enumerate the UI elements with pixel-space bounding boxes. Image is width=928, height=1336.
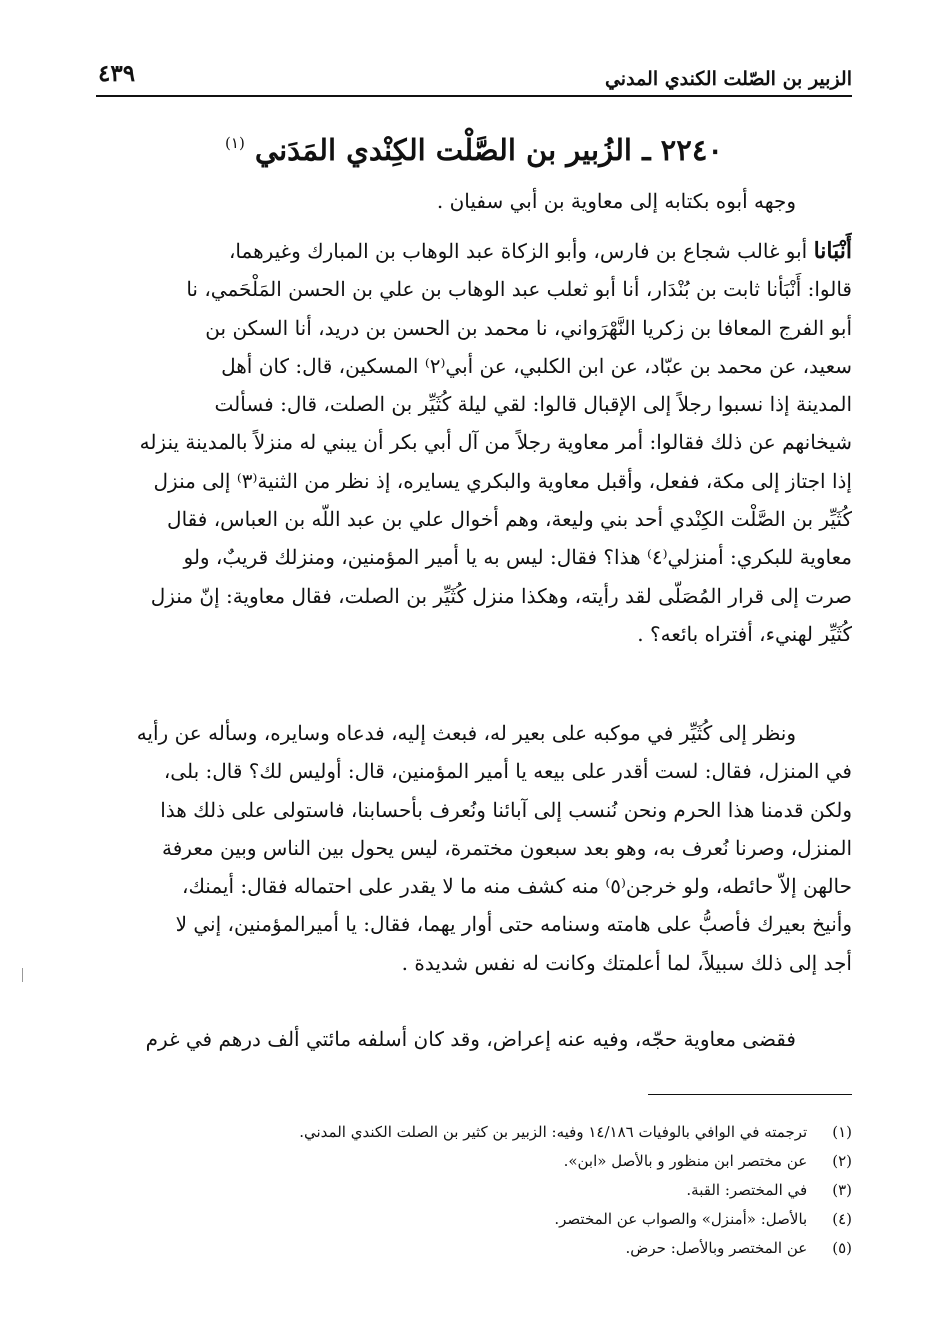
text-line: أجد إلى ذلك سبيلاً، لما أعلمتك وكانت له نفس شديدة . — [401, 950, 852, 975]
footnote-text: بالأصل: «أمنزل» والصواب عن المختصر. — [554, 1210, 808, 1228]
text-line: في المنزل، فقال: لست أقدر على بيعه يا أمير المؤمنين، قال: أوليس لك؟ قال: بلى، — [163, 759, 852, 784]
text-line: المنزل، وصرنا نُعرف به، وهو بعد سبعون مختمرة، ليس يحول بين الناس وبين معرفة — [161, 835, 852, 860]
footnote-text: عن مختصر ابن منظور و بالأصل «ابن». — [563, 1152, 808, 1170]
footnote-number: (١) — [832, 1123, 852, 1141]
header-rule — [96, 95, 852, 97]
text-line: قالوا: أَنْبَأنا ثابت بن بُنْدَار، أنا أبو ثعلب عبد الوهاب بن علي بن الحسن المَلْحَمي، نا — [186, 277, 852, 302]
text-line: شيخانهم عن ذلك فقالوا: أمر معاوية رجلاً من آل أبي بكر أن يبني له منزلاً بالمدينة ينزله — [139, 430, 852, 455]
footnote-text: عن المختصر وبالأصل: حرض. — [625, 1239, 808, 1257]
footnote — [96, 1118, 852, 1147]
footnote-text: ترجمته في الوافي بالوفيات ١٤/١٨٦ وفيه: الزبير بن كثير بن الصلت الكندي المدني. — [299, 1123, 808, 1141]
text-line: إذا اجتاز إلى مكة، ففعل، وأقبل معاوية والبكري يسايره، إذ نظر من الثنية⁽٣⁾ إلى منزل — [153, 468, 852, 493]
text-line: فقضى معاوية حجّه، وفيه عنه إعراض، وقد كان أسلفه مائتي ألف درهم في غرم — [145, 1027, 796, 1051]
footnote-number: (٢) — [832, 1152, 852, 1170]
text-line: ونظر إلى كُثَيِّر في موكبه على بعير له، فبعث إليه، فدعاه وسايره، وسأله عن رأيه — [136, 721, 796, 745]
running-title: الزبير بن الصّلت الكندي المدني — [604, 68, 852, 90]
footnote — [96, 1176, 852, 1205]
paragraph-3 — [96, 714, 852, 982]
footnote — [96, 1234, 852, 1263]
footnote — [96, 1205, 852, 1234]
footnotes — [96, 1118, 852, 1263]
text-line: كُثَيِّر بن الصَّلْت الكِنْدي أحد بني وليعة، وهم أخوال علي بن عبد اللّه بن العباس، فقال — [167, 507, 852, 532]
text-line: معاوية للبكري: أمنزلي⁽٤⁾ هذا؟ فقال: ليس به يا أمير المؤمنين، ومنزلك قريبٌ، ولو — [183, 545, 852, 570]
text-line: وأنيخ بعيرك فأصبُّ على هامته وسنامه حتى أوار يهما، فقال: يا أميرالمؤمنين، إني لا — [175, 912, 852, 937]
text-line: سعيد، عن محمد بن عبّاد، عن ابن الكلبي، عن أبي⁽٢⁾ المسكين، قال: كان أهل — [221, 353, 852, 378]
page-number: ٤٣٩ — [98, 60, 136, 87]
footnote-text: في المختصر: القبة. — [686, 1181, 808, 1199]
bold-keyword: أَنْبَانا — [813, 238, 852, 264]
text-line: ولكن قدمنا هذا الحرم ونحن نُنسب إلى آبائنا ونُعرف بأحسابنا، فاستولى على ذلك هذا — [160, 797, 852, 822]
footnote — [96, 1147, 852, 1176]
entry-title-footnote-mark: (١) — [225, 134, 245, 152]
paragraph-4 — [96, 1020, 852, 1058]
paragraph-2 — [96, 232, 852, 653]
text-line — [96, 232, 852, 270]
entry-title — [96, 128, 852, 177]
text-line: صرت إلى قرار المُصَلّى لقد رأيته، وهكذا منزل كُثَيِّر بن الصلت، فقال معاوية: إنّ منزل — [150, 583, 852, 608]
page-header — [96, 56, 852, 92]
text-line: المدينة إذا نسبوا رجلاً إلى الإقبال قالوا: لقي ليلة كُثَيِّر بن الصلت، قال: فسألت — [214, 392, 852, 417]
entry-title-text: ٢٢٤٠ ـ الزُبير بن الصَّلْت الكِنْدي المَدَني — [254, 133, 723, 167]
footnote-rule — [648, 1094, 852, 1095]
paragraph-1 — [96, 182, 852, 220]
text-line-rest: أبو غالب شجاع بن فارس، وأبو الزكاة عبد الوهاب بن المبارك وغيرهما، — [228, 239, 814, 263]
text-line: كُثَيِّر لهنيء، أفتراه بائعه؟ . — [637, 621, 852, 646]
footnote-number: (٥) — [832, 1239, 852, 1257]
footnote-number: (٤) — [832, 1210, 852, 1228]
text-line: أبو الفرج المعافا بن زكريا النَّهْرَواني، نا محمد بن الحسن بن دريد، أنا السكن بن — [205, 315, 852, 340]
scan-mark — [22, 968, 23, 982]
footnote-number: (٣) — [832, 1181, 852, 1199]
text-line: وجهه أبوه بكتابه إلى معاوية بن أبي سفيان . — [436, 189, 796, 213]
text-line: حالهن إلاّ حائطه، ولو خرجن⁽٥⁾ منه كشف منه ما لا يقدر على احتماله فقال: أيمنك، — [181, 874, 852, 899]
